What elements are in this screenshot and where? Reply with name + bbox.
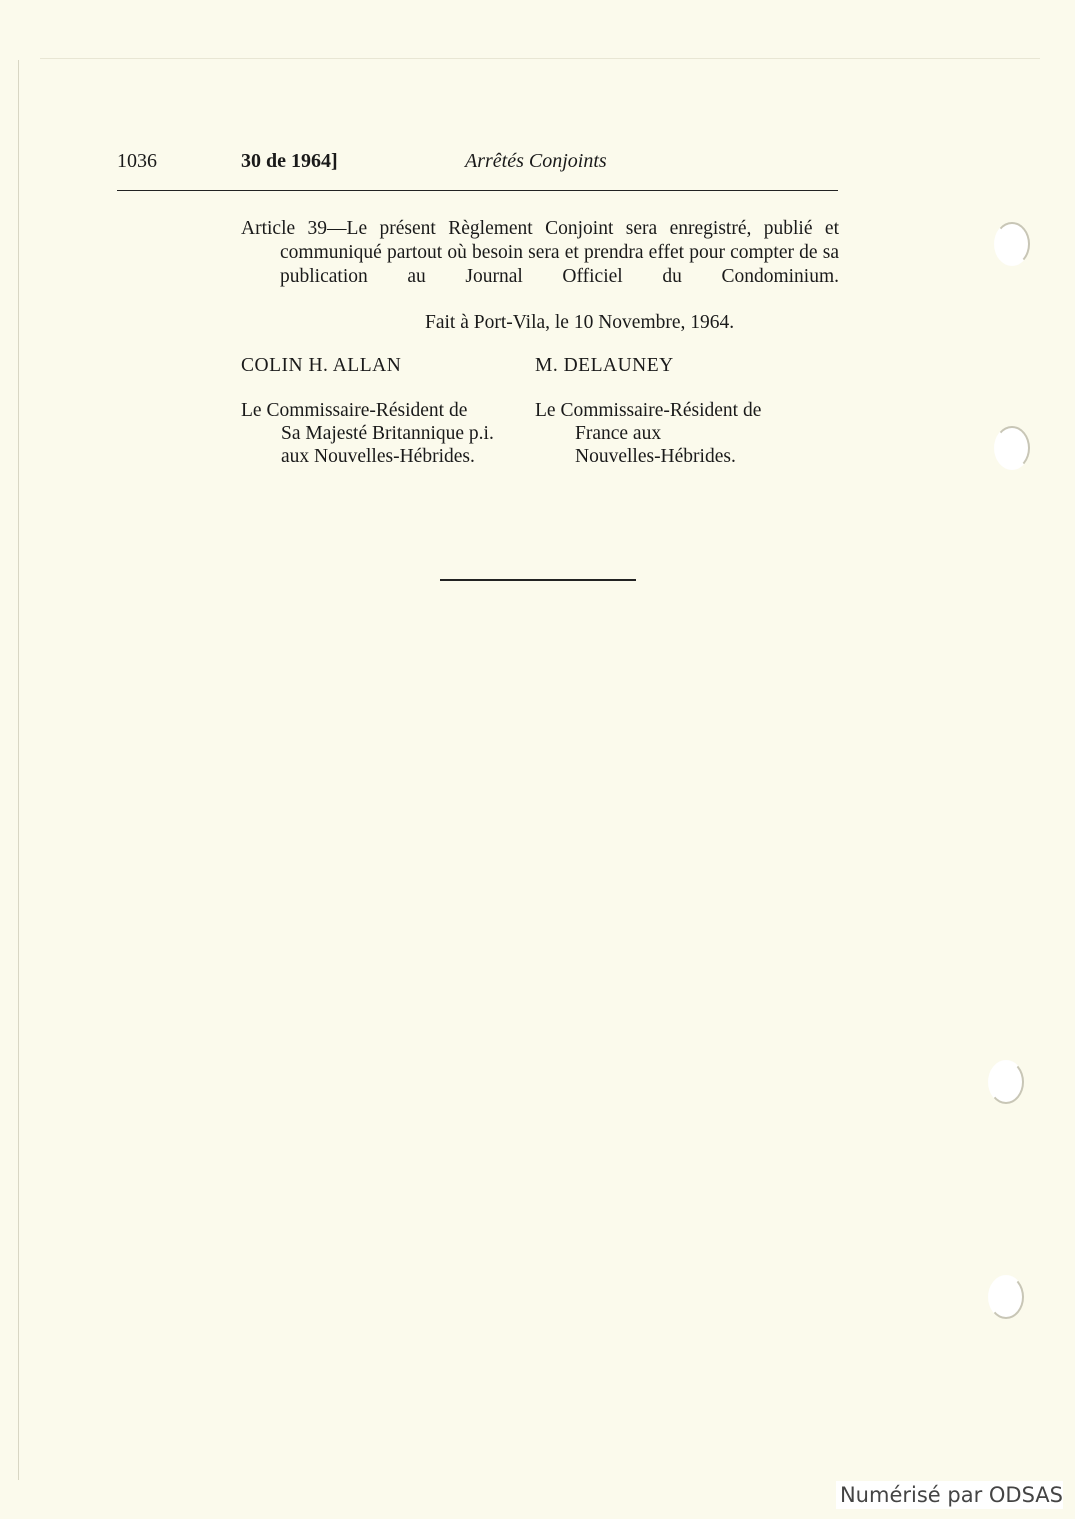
- dateline: Fait à Port-Vila, le 10 Novembre, 1964.: [425, 312, 735, 333]
- signatory-title-line: Le Commissaire-Résident de: [535, 400, 762, 421]
- signatory-title-line: France aux: [575, 423, 662, 444]
- page-top-edge: [40, 58, 1040, 59]
- page-header: [0, 150, 1075, 178]
- signatory-name: M. DELAUNEY: [535, 355, 674, 376]
- punch-hole: [994, 222, 1030, 266]
- law-number: 30 de 1964]: [241, 150, 338, 172]
- page-number: 1036: [117, 150, 157, 172]
- punch-hole: [988, 1275, 1024, 1319]
- end-rule: [440, 579, 636, 581]
- punch-hole: [988, 1060, 1024, 1104]
- punch-hole: [994, 426, 1030, 470]
- signatory-title-line: Sa Majesté Britannique p.i.: [281, 423, 494, 444]
- signatory-title-line: Le Commissaire-Résident de: [241, 400, 468, 421]
- signatory-left: [241, 354, 494, 468]
- running-title: Arrêtés Conjoints: [465, 150, 607, 172]
- signatory-name: COLIN H. ALLAN: [241, 355, 402, 376]
- article-39: [241, 217, 839, 289]
- signatory-right: [535, 354, 761, 468]
- signatory-title-line: aux Nouvelles-Hébrides.: [281, 446, 475, 467]
- page-left-edge: [18, 60, 19, 1480]
- digitization-watermark: Numérisé par ODSAS: [836, 1481, 1063, 1509]
- article-text: Article 39—Le présent Règlement Conjoint sera enregistré, publié et communiqué partout où besoin sera et prendra effet pour compter de sa publication au Journal Officiel du Condominium.: [241, 218, 839, 287]
- header-rule: [117, 190, 838, 191]
- signatory-title-line: Nouvelles-Hébrides.: [575, 446, 736, 467]
